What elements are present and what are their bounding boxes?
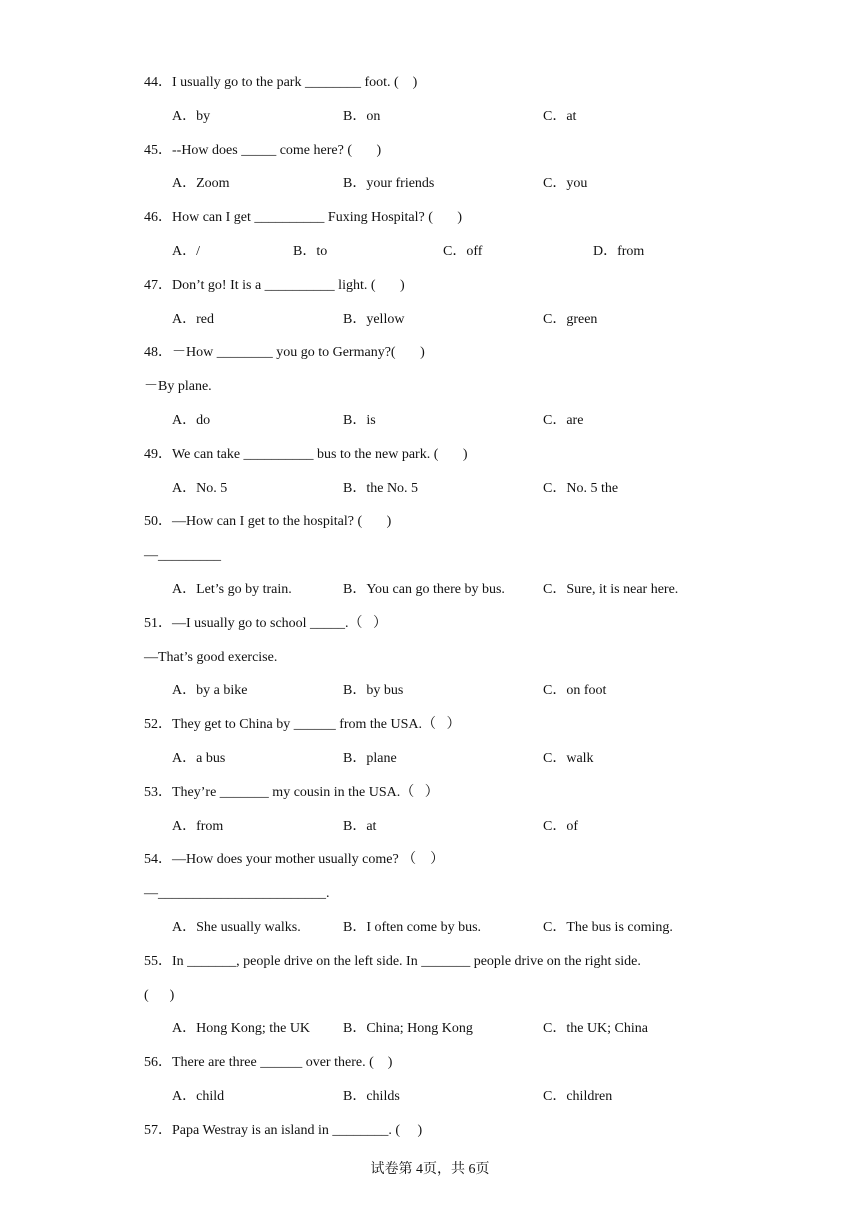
question-dialogue-line: —That’s good exercise.: [144, 649, 278, 665]
answer-option: A．/: [172, 244, 200, 259]
answer-option: B．is: [343, 413, 376, 428]
answer-option: A．by: [172, 108, 211, 124]
answer-option: B．You can go there by bus.: [343, 582, 505, 597]
question-stem: 53．They’re _______ my cousin in the USA.（ ）: [144, 784, 439, 800]
question-stem: 57．Papa Westray is an island in ________. ( ): [144, 1122, 423, 1138]
answer-option: C．children: [543, 1089, 613, 1104]
answer-option: C．at: [543, 108, 577, 124]
answer-option: A．a bus: [172, 751, 226, 766]
question-stem: 52．They get to China by ______ from the USA.（ ）: [144, 717, 461, 733]
question-stem: 45．--How does _____ come here? ( ): [144, 142, 382, 158]
answer-option: A．red: [172, 311, 214, 327]
question-stem: 56．There are three ______ over there. ( ): [144, 1055, 393, 1071]
question-dialogue-line: —_________: [144, 548, 221, 564]
answer-option: A．from: [172, 818, 224, 834]
question-dialogue-line: －By plane.: [144, 379, 212, 395]
answer-option: C．green: [543, 311, 598, 327]
answer-option: C．Sure, it is near here.: [543, 582, 679, 597]
answer-option: B．I often come by bus.: [343, 920, 482, 935]
question-stem: 55．In _______, people drive on the left side. In _______ people drive on the right side.: [144, 953, 641, 969]
answer-option: D．from: [593, 244, 645, 259]
question-stem: 48．－How ________ you go to Germany?( ): [144, 345, 425, 361]
question-dialogue-line: ( ): [144, 987, 175, 1003]
answer-option: A．Hong Kong; the UK: [172, 1021, 311, 1037]
answer-option: A．Zoom: [172, 176, 230, 192]
question-stem: 49．We can take __________ bus to the new park. ( ): [144, 446, 468, 462]
answer-option: C．walk: [543, 751, 594, 766]
question-stem: 51．—I usually go to school _____.（ ）: [144, 615, 388, 631]
answer-option: B．China; Hong Kong: [343, 1021, 473, 1037]
answer-option: A．Let’s go by train.: [172, 582, 292, 597]
answer-option: A．She usually walks.: [172, 920, 301, 935]
question-stem: 54．—How does your mother usually come? （ ）: [144, 852, 445, 868]
answer-option: B．your friends: [343, 176, 435, 192]
question-stem: 44．I usually go to the park ________ foot. ( ): [144, 75, 418, 90]
page-footer: 试卷第 4页，共 6页: [370, 1162, 490, 1177]
answer-option: B．to: [293, 244, 328, 259]
answer-option: C．The bus is coming.: [543, 920, 673, 935]
answer-option: A．child: [172, 1089, 225, 1104]
answer-option: B．yellow: [343, 311, 405, 327]
answer-option: C．on foot: [543, 683, 607, 699]
answer-option: B．by bus: [343, 683, 404, 699]
answer-option: A．No. 5: [172, 480, 228, 496]
answer-option: C．No. 5 the: [543, 480, 619, 496]
answer-option: B．childs: [343, 1089, 400, 1104]
answer-option: B．on: [343, 108, 381, 124]
question-stem: 46．How can I get __________ Fuxing Hospital? ( ): [144, 210, 463, 226]
answer-option: C．the UK; China: [543, 1021, 648, 1037]
answer-option: C．are: [543, 413, 584, 428]
answer-option: B．plane: [343, 751, 397, 766]
question-dialogue-line: —________________________.: [144, 886, 330, 902]
answer-option: A．by a bike: [172, 683, 248, 699]
answer-option: B．the No. 5: [343, 480, 419, 496]
answer-option: C．off: [443, 244, 483, 259]
answer-option: A．do: [172, 413, 211, 428]
answer-option: B．at: [343, 818, 377, 834]
answer-option: C．of: [543, 818, 578, 834]
answer-option: C．you: [543, 176, 588, 192]
question-stem: 47．Don’t go! It is a __________ light. ( ): [144, 277, 405, 293]
question-stem: 50．—How can I get to the hospital? ( ): [144, 514, 392, 530]
